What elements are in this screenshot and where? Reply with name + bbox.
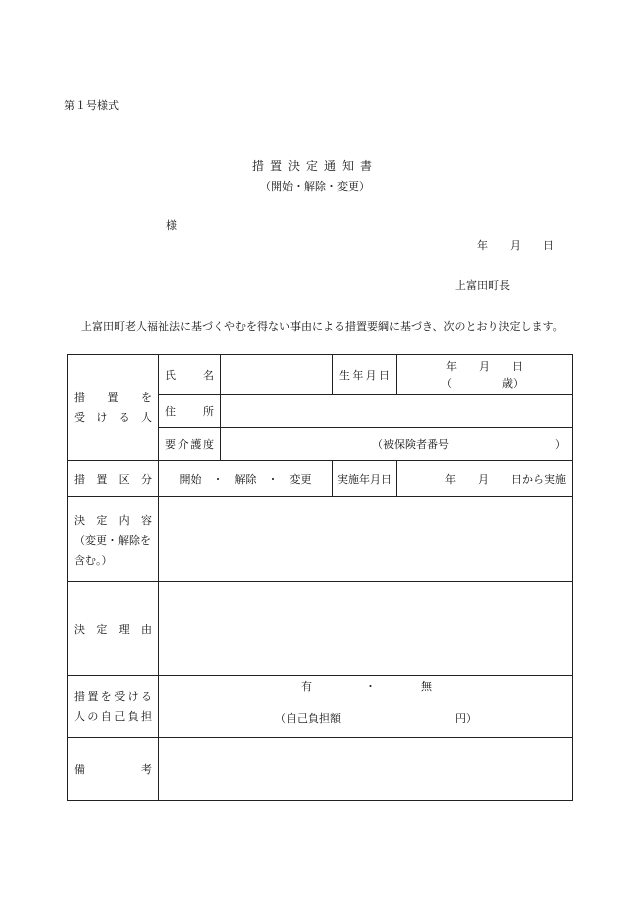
age-suffix: 歳） bbox=[502, 376, 524, 390]
burden-amount-close: 円） bbox=[455, 712, 477, 725]
implementation-date-label: 実施年月日 bbox=[333, 461, 397, 497]
form-number: 第１号様式 bbox=[64, 99, 119, 112]
burden-value-cell[interactable] bbox=[159, 676, 573, 738]
decision-label-cell bbox=[68, 497, 159, 582]
insured-number-close: ） bbox=[555, 438, 566, 451]
burden-amount-line bbox=[165, 710, 566, 728]
burden-separator: ・ bbox=[365, 680, 376, 693]
date-year: 年 bbox=[477, 239, 488, 252]
burden-label-line2: 人の自己負担 bbox=[74, 709, 152, 723]
insured-number-line bbox=[227, 436, 566, 452]
subject-label-line2: 受ける人 bbox=[74, 410, 152, 424]
burden-yes[interactable]: 有 bbox=[301, 680, 312, 693]
reason-label: 決定理由 bbox=[68, 582, 159, 676]
burden-no[interactable]: 無 bbox=[421, 680, 432, 693]
care-level-value[interactable] bbox=[221, 428, 573, 461]
address-value[interactable] bbox=[221, 395, 573, 428]
birth-value-cell[interactable] bbox=[397, 355, 573, 395]
remarks-value[interactable] bbox=[159, 738, 573, 801]
burden-amount-open: （自己負担額 bbox=[275, 712, 341, 725]
birth-label: 生年月日 bbox=[333, 355, 397, 395]
date-month: 月 bbox=[510, 239, 521, 252]
reason-value[interactable] bbox=[159, 582, 573, 676]
care-level-label: 要介護度 bbox=[159, 428, 221, 461]
issuer-name: 上富田町長 bbox=[455, 279, 510, 292]
burden-label-cell bbox=[68, 676, 159, 738]
date-line bbox=[477, 237, 554, 253]
insured-number-open: （被保険者番号 bbox=[372, 438, 449, 451]
document-subtitle: （開始・解除・変更） bbox=[260, 180, 370, 193]
decision-content-value[interactable] bbox=[159, 497, 573, 582]
address-label: 住所 bbox=[159, 395, 221, 428]
decision-label-line1: 決定内容 bbox=[74, 514, 152, 527]
birth-value: 年 月 日 bbox=[446, 359, 523, 373]
name-label: 氏名 bbox=[159, 355, 221, 395]
date-day: 日 bbox=[543, 239, 554, 252]
remarks-label: 備考 bbox=[68, 738, 159, 801]
subject-label-line1: 措置を bbox=[74, 390, 152, 404]
decision-label-line3: 含む。） bbox=[74, 554, 113, 567]
decision-label-line2: （変更・解除を bbox=[74, 534, 151, 547]
age-line bbox=[403, 375, 566, 392]
category-label: 措置区分 bbox=[68, 461, 159, 497]
burden-choice-line bbox=[165, 678, 566, 696]
document-title: 措置決定通知書 bbox=[251, 159, 378, 173]
age-open: （ bbox=[441, 376, 452, 390]
category-value[interactable]: 開始 ・ 解除 ・ 変更 bbox=[159, 461, 333, 497]
burden-label-line1: 措置を受ける bbox=[74, 689, 152, 703]
implementation-date-value[interactable]: 年 月 日から実施 bbox=[397, 461, 573, 497]
name-value[interactable] bbox=[221, 355, 333, 395]
decision-table bbox=[67, 354, 573, 801]
subject-label-cell bbox=[68, 355, 159, 461]
body-text: 上富田町老人福祉法に基づくやむを得ない事由による措置要綱に基づき、次のとおり決定します。 bbox=[81, 320, 564, 333]
recipient-suffix: 様 bbox=[166, 219, 177, 232]
